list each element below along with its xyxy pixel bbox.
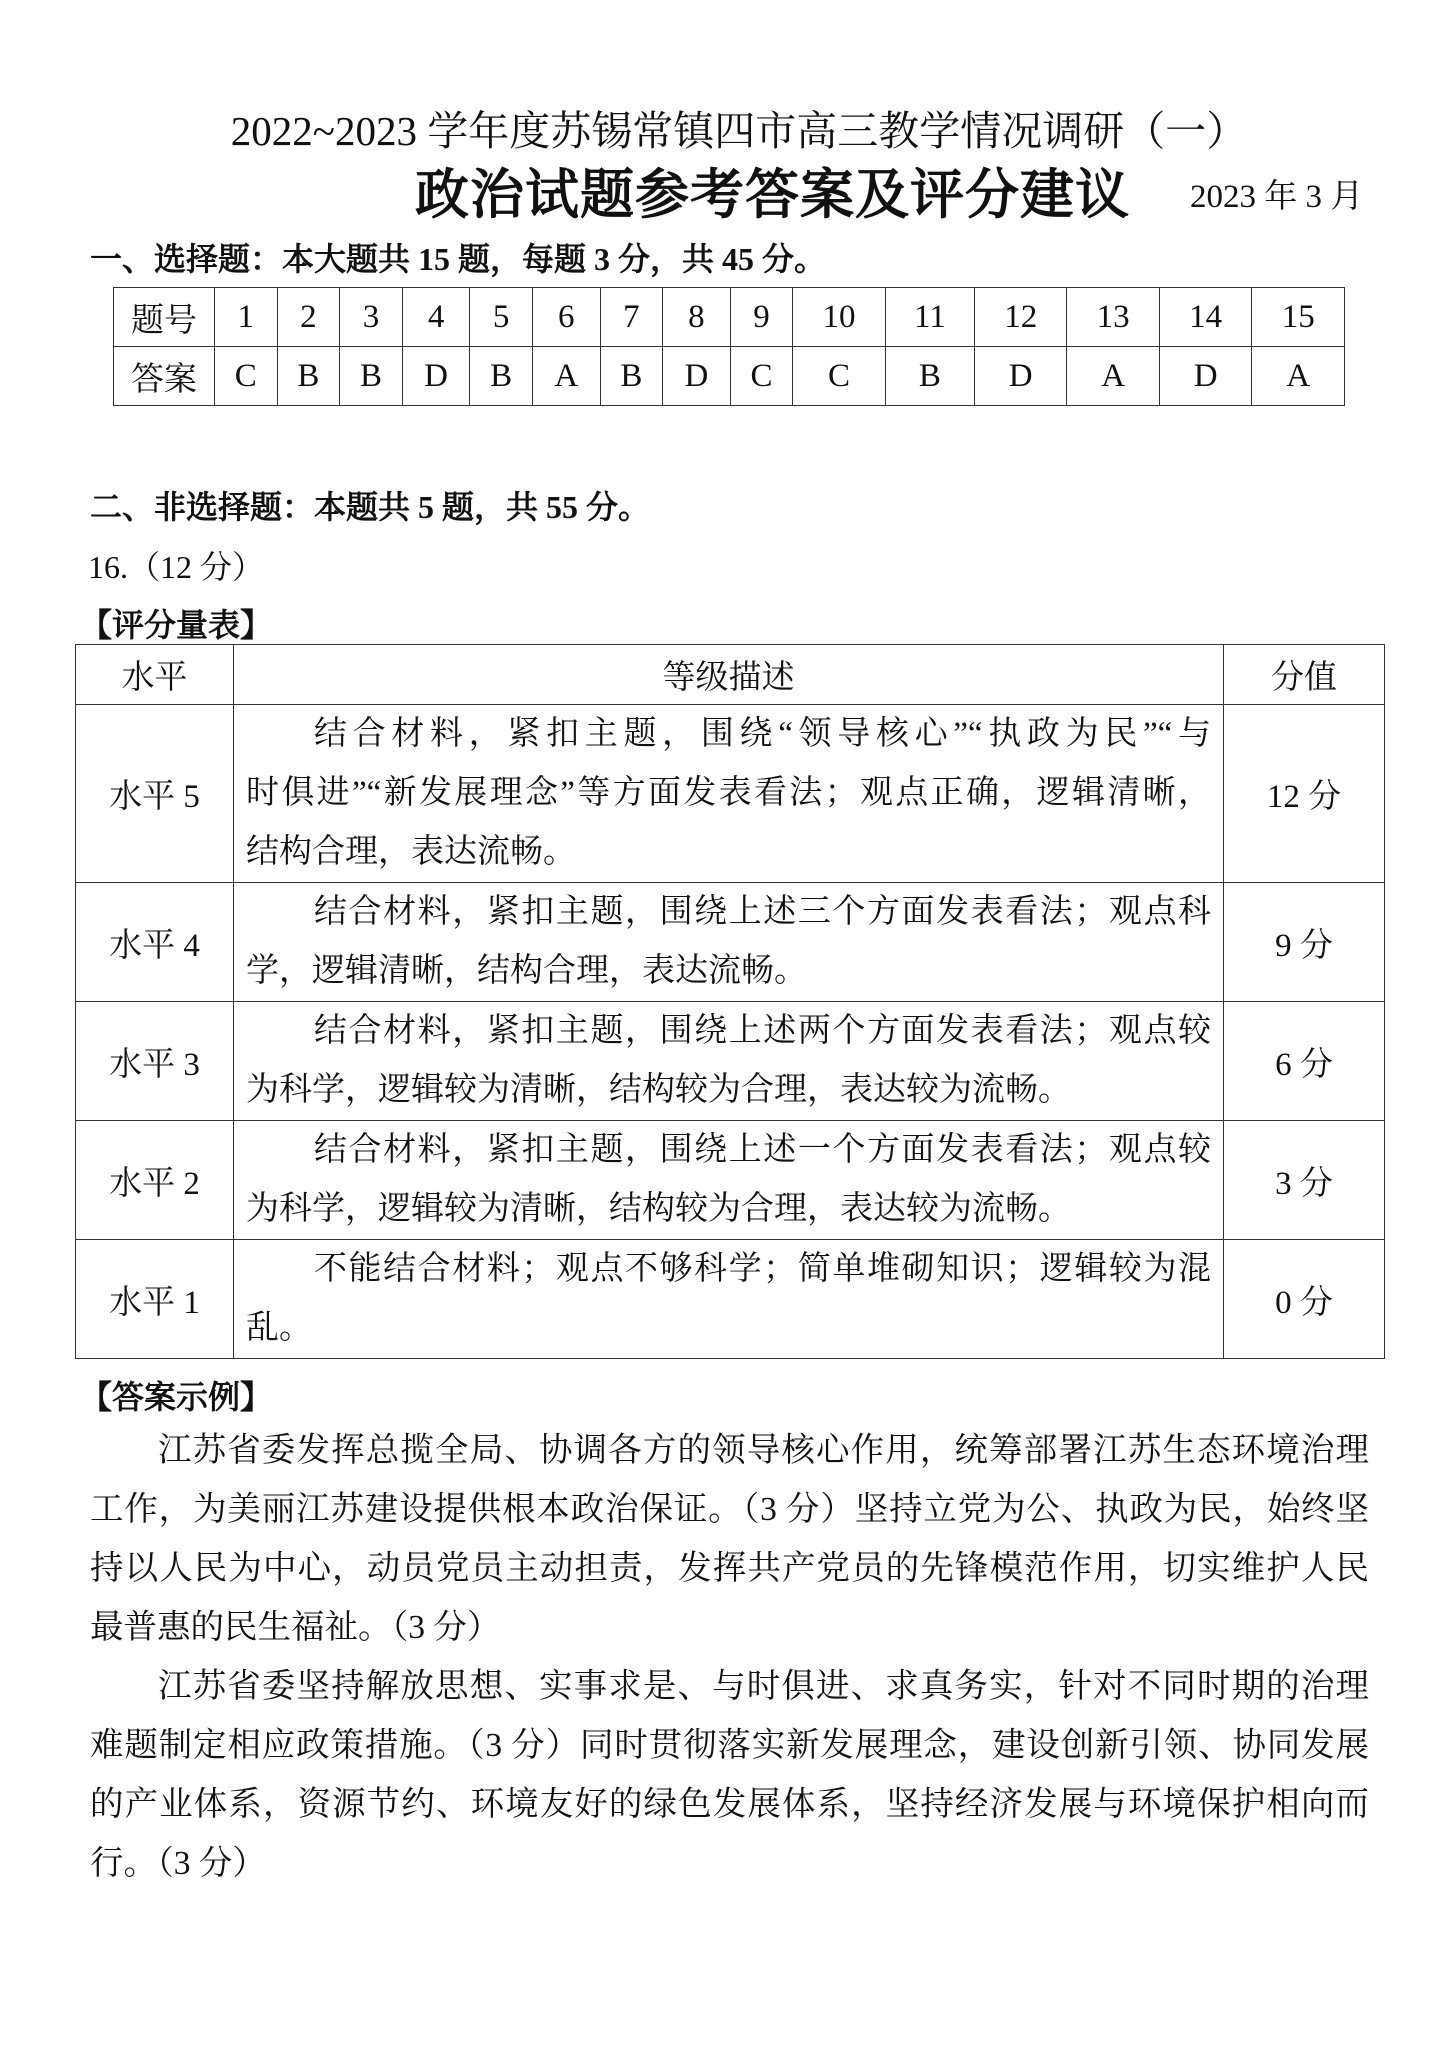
question-number: 14: [1159, 288, 1251, 347]
rubric-table: [75, 644, 1385, 1359]
answer-example-title: 【答案示例】: [80, 1379, 273, 1415]
description-line: 时俱进”“新发展理念”等方面发表看法；观点正确，逻辑清晰，: [246, 775, 1211, 811]
score-cell: 9 分: [1224, 883, 1385, 1002]
level-cell: 水平 5: [76, 705, 234, 883]
header-level: 水平: [76, 645, 234, 705]
paragraph-line: 的产业体系，资源节约、环境友好的绿色发展体系，坚持经济发展与环境保护相向而: [90, 1786, 1369, 1823]
answer-cell: C: [793, 347, 885, 406]
question-number: 3: [340, 288, 403, 347]
answer-cell: B: [277, 347, 340, 406]
section1-heading: 一、选择题：本大题共 15 题，每题 3 分，共 45 分。: [90, 241, 827, 277]
exam-title: 2022~2023 学年度苏锡常镇四市高三教学情况调研（一）: [230, 108, 1248, 154]
answer-row: [114, 347, 1345, 406]
description-line: 乱。: [246, 1310, 312, 1346]
answer-cell: B: [600, 347, 663, 406]
question-number: 2: [277, 288, 340, 347]
answer-cell: D: [402, 347, 470, 406]
answer-cell: C: [730, 347, 793, 406]
question-number: 9: [730, 288, 793, 347]
answer-table: [113, 287, 1345, 406]
question-number: 6: [532, 288, 600, 347]
rubric-row: [76, 1240, 1385, 1359]
rubric-row: [76, 883, 1385, 1002]
question-number: 4: [402, 288, 470, 347]
row-label: 答案: [114, 347, 215, 406]
description-line: 结合材料，紧扣主题，围绕上述两个方面发表看法；观点较: [314, 1013, 1211, 1049]
rubric-header-row: [76, 645, 1385, 705]
row-label: 题号: [114, 288, 215, 347]
description-cell: [234, 1240, 1224, 1359]
question-number-row: [114, 288, 1345, 347]
section2-heading: 二、非选择题：本题共 5 题，共 55 分。: [90, 489, 651, 525]
question-number: 13: [1067, 288, 1159, 347]
level-cell: 水平 1: [76, 1240, 234, 1359]
answer-cell: C: [215, 347, 278, 406]
level-cell: 水平 4: [76, 883, 234, 1002]
document-date: 2023 年 3 月: [1190, 179, 1364, 215]
answer-cell: A: [532, 347, 600, 406]
paragraph-line: 难题制定相应政策措施。（3 分）同时贯彻落实新发展理念，建设创新引领、协同发展: [90, 1727, 1369, 1764]
level-cell: 水平 2: [76, 1121, 234, 1240]
level-cell: 水平 3: [76, 1002, 234, 1121]
score-cell: 0 分: [1224, 1240, 1385, 1359]
document-title: 政治试题参考答案及评分建议: [415, 165, 1130, 225]
answer-cell: B: [885, 347, 974, 406]
question-number: 11: [885, 288, 974, 347]
score-cell: 3 分: [1224, 1121, 1385, 1240]
description-line: 结合材料，紧扣主题，围绕上述三个方面发表看法；观点科: [314, 894, 1211, 930]
question-number: 15: [1252, 288, 1345, 347]
answer-cell: B: [340, 347, 403, 406]
question-number: 1: [215, 288, 278, 347]
rubric-row: [76, 705, 1385, 883]
answer-example-body: [90, 1421, 1369, 1893]
answer-cell: B: [470, 347, 533, 406]
answer-cell: A: [1252, 347, 1345, 406]
description-line: 结合材料，紧扣主题，围绕上述一个方面发表看法；观点较: [314, 1132, 1211, 1168]
question-number: 7: [600, 288, 663, 347]
answer-cell: D: [663, 347, 731, 406]
question-16-label: 16.（12 分）: [88, 549, 265, 585]
question-number: 10: [793, 288, 885, 347]
answer-cell: D: [1159, 347, 1251, 406]
description-cell: [234, 1002, 1224, 1121]
description-cell: [234, 1121, 1224, 1240]
paragraph-line: 江苏省委发挥总揽全局、协调各方的领导核心作用，统筹部署江苏生态环境治理: [158, 1432, 1369, 1469]
answer-paragraph: [90, 1657, 1369, 1893]
description-line: 为科学，逻辑较为清晰，结构较为合理，表达较为流畅。: [246, 1072, 1071, 1108]
description-line: 结构合理，表达流畅。: [246, 834, 576, 870]
description-line: 为科学，逻辑较为清晰，结构较为合理，表达较为流畅。: [246, 1191, 1071, 1227]
description-line: 不能结合材料；观点不够科学；简单堆砌知识；逻辑较为混: [314, 1251, 1211, 1287]
paragraph-line: 工作，为美丽江苏建设提供根本政治保证。（3 分）坚持立党为公、执政为民，始终坚: [90, 1491, 1369, 1528]
paragraph-line: 江苏省委坚持解放思想、实事求是、与时俱进、求真务实，针对不同时期的治理: [158, 1668, 1369, 1705]
question-number: 5: [470, 288, 533, 347]
paragraph-line: 持以人民为中心，动员党员主动担责，发挥共产党员的先锋模范作用，切实维护人民: [90, 1550, 1369, 1587]
description-line: 结合材料，紧扣主题，围绕“领导核心”“执政为民”“与: [314, 716, 1211, 752]
answer-cell: D: [974, 347, 1066, 406]
description-line: 学，逻辑清晰，结构合理，表达流畅。: [246, 953, 807, 989]
description-cell: [234, 883, 1224, 1002]
header-score: 分值: [1224, 645, 1385, 705]
rubric-row: [76, 1121, 1385, 1240]
rubric-row: [76, 1002, 1385, 1121]
description-cell: [234, 705, 1224, 883]
question-number: 8: [663, 288, 731, 347]
answer-paragraph: [90, 1421, 1369, 1657]
question-number: 12: [974, 288, 1066, 347]
score-cell: 12 分: [1224, 705, 1385, 883]
score-cell: 6 分: [1224, 1002, 1385, 1121]
paragraph-line: 最普惠的民生福祉。（3 分）: [90, 1609, 501, 1646]
header-description: 等级描述: [234, 645, 1224, 705]
paragraph-line: 行。（3 分）: [90, 1845, 266, 1882]
rubric-title: 【评分量表】: [80, 607, 273, 643]
answer-cell: A: [1067, 347, 1159, 406]
